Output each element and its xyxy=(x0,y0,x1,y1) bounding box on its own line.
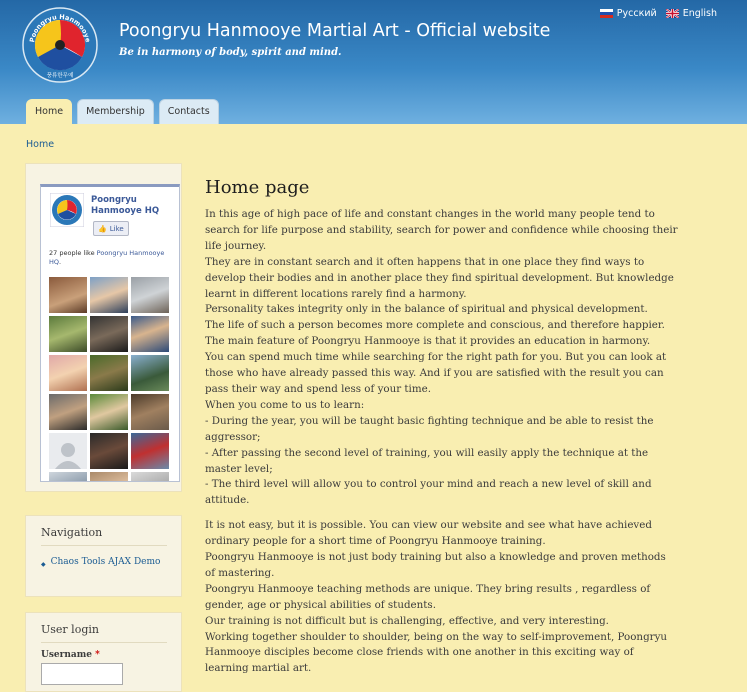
fan-avatar[interactable] xyxy=(90,277,128,313)
language-switcher xyxy=(600,8,717,19)
main-menu-tabs xyxy=(26,99,219,124)
fan-avatar[interactable] xyxy=(131,316,169,352)
tab-home[interactable]: Home xyxy=(26,99,72,124)
fan-avatar[interactable] xyxy=(90,316,128,352)
text-line: master level; xyxy=(205,462,273,475)
text-line: learnt in different locations rarely find a harmony. xyxy=(205,287,467,300)
text-line: It is not easy, but it is possible. You can view our website and see what have achieved xyxy=(205,519,652,532)
text-line: Poongryu Hanmooye teaching methods are unique. They bring results , regardless of xyxy=(205,582,651,595)
second-paragraph xyxy=(205,518,725,677)
text-line: The life of such a person becomes more complete and conscious, and therefore happier. xyxy=(205,319,665,332)
main-content xyxy=(205,177,725,677)
fan-avatar[interactable] xyxy=(90,433,128,469)
language-russian[interactable] xyxy=(600,8,657,19)
text-line: learning martial art. xyxy=(205,662,312,675)
site-name[interactable]: Poongryu Hanmooye Martial Art - Official website xyxy=(119,21,551,41)
russia-flag-icon xyxy=(600,9,613,18)
fan-avatar[interactable] xyxy=(49,277,87,313)
fan-avatar[interactable] xyxy=(90,472,128,482)
text-line: search for life purpose and stability, search for power and confidence while choosing their xyxy=(205,223,678,236)
user-login-block xyxy=(25,612,182,692)
tab-contacts[interactable]: Contacts xyxy=(159,99,219,124)
language-english[interactable] xyxy=(666,8,717,19)
facebook-like-count-text: 27 people like xyxy=(49,249,97,257)
fan-avatar[interactable] xyxy=(131,277,169,313)
navigation-block xyxy=(25,515,182,597)
text-line: Our training is not difficult but is challenging, effective, and very interesting. xyxy=(205,614,609,627)
fan-avatar-placeholder[interactable] xyxy=(49,433,87,469)
text-line: life journey. xyxy=(205,239,267,252)
facebook-likebox-block xyxy=(25,163,182,492)
fan-avatar[interactable] xyxy=(90,394,128,430)
facebook-page-name[interactable]: Poongryu Hanmooye HQ xyxy=(91,195,160,216)
navigation-title: Navigation xyxy=(41,526,167,546)
text-line: They are in constant search and it often happens that in one place they find ways to xyxy=(205,255,645,268)
facebook-page-logo[interactable] xyxy=(50,193,84,227)
site-logo[interactable] xyxy=(22,7,98,83)
default-profile-icon xyxy=(53,439,83,469)
facebook-like-count-link[interactable]: Poongryu Hanmooye HQ xyxy=(49,249,165,266)
text-line: develop their bodies and in another place they find spiritual development. But knowledge xyxy=(205,271,674,284)
username-label-text: Username xyxy=(41,650,93,660)
thumbs-up-icon: 👍 xyxy=(98,224,107,233)
required-marker: * xyxy=(95,650,100,660)
fan-avatar[interactable] xyxy=(131,394,169,430)
text-line: - After passing the second level of training, you will easily apply the technique at the xyxy=(205,446,649,459)
text-line: - The third level will allow you to control your mind and reach a new level of skill and xyxy=(205,478,652,491)
text-line: ordinary people for a short time of Poongryu Hanmooye training. xyxy=(205,535,546,548)
text-line: those who have already passed this way. And if you are satisfied with the result you can xyxy=(205,367,664,380)
username-label xyxy=(41,650,100,660)
text-line: You can spend much time while searching for the right path for you. But you can look at xyxy=(205,351,667,364)
bullet-icon: ◆ xyxy=(41,561,46,568)
facebook-fans-grid xyxy=(49,277,169,482)
nav-link-chaos-tools-ajax-demo[interactable] xyxy=(41,556,166,571)
site-slogan: Be in harmony of body, spirit and mind. xyxy=(119,47,342,58)
tab-membership[interactable]: Membership xyxy=(77,99,154,124)
text-line: - During the year, you will be taught basic fighting technique and be able to resist the xyxy=(205,414,654,427)
svg-text:풍류한무예: 풍류한무예 xyxy=(46,73,74,79)
uk-flag-icon xyxy=(666,9,679,18)
username-input[interactable] xyxy=(41,663,123,685)
fan-avatar[interactable] xyxy=(49,394,87,430)
text-line: When you come to us to learn: xyxy=(205,398,365,411)
fan-avatar[interactable] xyxy=(131,355,169,391)
text-line: of mastering. xyxy=(205,566,275,579)
text-line: gender, age or physical abilities of students. xyxy=(205,598,436,611)
text-line: The main feature of Poongryu Hanmooye is that it provides an education in harmony. xyxy=(205,335,651,348)
facebook-like-button[interactable] xyxy=(93,221,129,236)
intro-paragraph xyxy=(205,207,725,509)
language-russian-label: Русский xyxy=(616,8,657,19)
site-header xyxy=(0,0,747,124)
fan-avatar[interactable] xyxy=(49,472,87,482)
user-login-title: User login xyxy=(41,623,167,643)
facebook-likebox xyxy=(40,184,180,482)
fan-avatar[interactable] xyxy=(90,355,128,391)
text-line: Working together shoulder to shoulder, being on the way to self-improvement, Poongryu xyxy=(205,630,668,643)
text-line: aggressor; xyxy=(205,430,261,443)
text-line: In this age of high pace of life and constant changes in the world many people tend to xyxy=(205,208,655,220)
fan-avatar[interactable] xyxy=(49,355,87,391)
text-line: Personality takes integrity only in the balance of spiritual and physical development. xyxy=(205,303,648,316)
text-line: attitude. xyxy=(205,494,250,507)
fan-avatar[interactable] xyxy=(131,433,169,469)
language-english-label: English xyxy=(682,8,717,19)
breadcrumb-home-link[interactable]: Home xyxy=(26,139,55,150)
page-title: Home page xyxy=(205,177,310,198)
nav-link-label: Chaos Tools AJAX Demo xyxy=(50,557,161,567)
facebook-like-count xyxy=(49,249,177,267)
fan-avatar[interactable] xyxy=(49,316,87,352)
text-line: Poongryu Hanmooye is not just body training but also a knowledge and proven methods xyxy=(205,551,666,564)
svg-text:Poongryu Hanmooye: Poongryu Hanmooye xyxy=(28,12,92,44)
facebook-like-count-suffix: . xyxy=(59,258,62,266)
fan-avatar[interactable] xyxy=(131,472,169,482)
facebook-like-label: Like xyxy=(109,224,124,233)
text-line: pass their way and spend less of your time. xyxy=(205,382,431,395)
text-line: Hanmooye disciples become close friends with one another in this exciting way of xyxy=(205,646,634,659)
